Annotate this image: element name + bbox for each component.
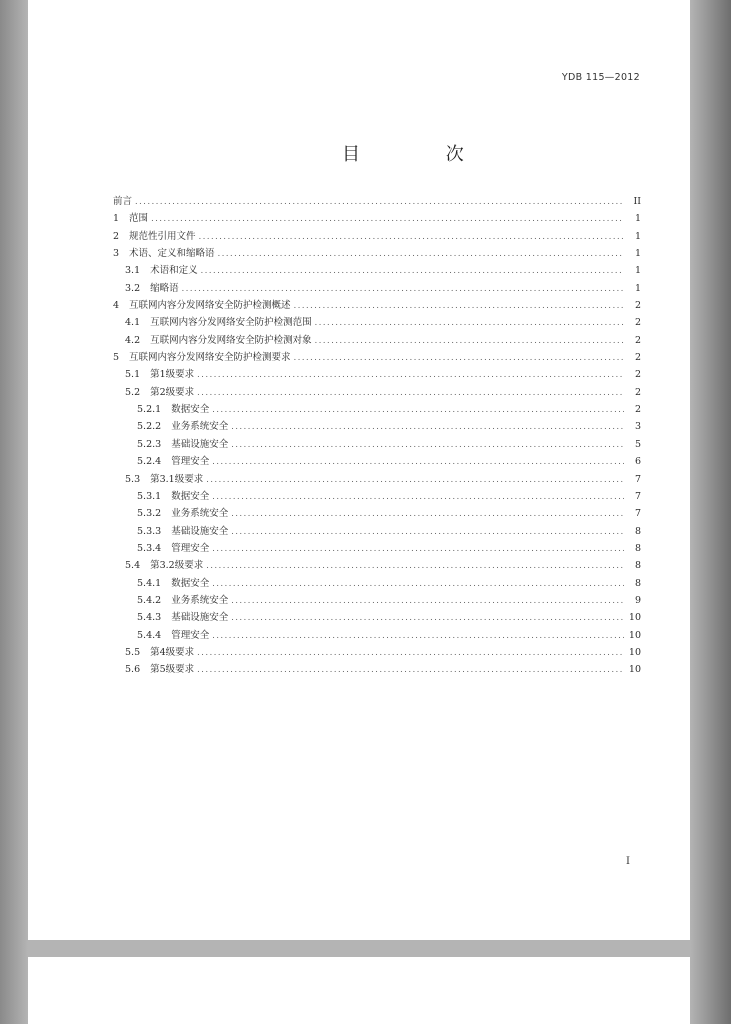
toc-entry-number: 5.1 bbox=[125, 369, 141, 381]
toc-entry-page: 2 bbox=[634, 404, 641, 416]
toc-entry-number: 5.3.2 bbox=[137, 508, 162, 520]
toc-dot-leader bbox=[197, 388, 624, 397]
toc-entry-number: 5.2.1 bbox=[137, 404, 162, 416]
toc-entry-number: 5 bbox=[113, 352, 120, 364]
toc-entry-page: 2 bbox=[634, 369, 641, 381]
toc-entry-number: 3 bbox=[113, 248, 120, 260]
toc-entry-title: 第4级要求 bbox=[150, 646, 195, 658]
toc-dot-leader bbox=[315, 336, 624, 345]
toc-entry-number: 2 bbox=[113, 230, 120, 242]
toc-entry-number: 5.4.4 bbox=[137, 629, 162, 641]
toc-entry-page: 5 bbox=[634, 438, 641, 450]
toc-entry[interactable] bbox=[113, 505, 641, 522]
toc-entry-page: 10 bbox=[628, 629, 641, 641]
toc-entry-title: 术语和定义 bbox=[150, 265, 198, 277]
table-of-contents bbox=[113, 193, 641, 679]
toc-entry[interactable] bbox=[113, 210, 641, 227]
toc-entry-number: 5.5 bbox=[125, 646, 141, 658]
toc-entry[interactable] bbox=[113, 627, 641, 644]
toc-entry-page: 2 bbox=[634, 386, 641, 398]
toc-entry-page: 2 bbox=[634, 317, 641, 329]
toc-entry-title: 第5级要求 bbox=[150, 664, 195, 676]
toc-entry-page: 7 bbox=[634, 490, 641, 502]
toc-entry-number: 5.4.3 bbox=[137, 612, 162, 624]
toc-entry[interactable] bbox=[113, 366, 641, 383]
toc-entry[interactable] bbox=[113, 609, 641, 626]
toc-entry-page: 2 bbox=[634, 334, 641, 346]
toc-entry-title: 范围 bbox=[129, 213, 149, 225]
toc-entry-page: 8 bbox=[634, 560, 641, 572]
toc-dot-leader bbox=[212, 492, 624, 501]
toc-dot-leader bbox=[231, 613, 624, 622]
toc-entry-title: 规范性引用文件 bbox=[129, 230, 196, 242]
toc-dot-leader bbox=[315, 318, 624, 327]
toc-entry-title: 术语、定义和缩略语 bbox=[129, 248, 215, 260]
toc-dot-leader bbox=[218, 249, 624, 258]
toc-entry-title: 管理安全 bbox=[171, 629, 210, 641]
toc-dot-leader bbox=[231, 596, 624, 605]
toc-entry-number: 4.1 bbox=[125, 317, 141, 329]
toc-dot-leader bbox=[294, 353, 624, 362]
toc-entry[interactable] bbox=[113, 401, 641, 418]
toc-entry[interactable] bbox=[113, 436, 641, 453]
toc-dot-leader bbox=[212, 405, 624, 414]
toc-dot-leader bbox=[182, 284, 624, 293]
toc-dot-leader bbox=[206, 561, 624, 570]
toc-entry-number: 5.2.2 bbox=[137, 421, 162, 433]
toc-entry-page: 1 bbox=[634, 248, 641, 260]
toc-entry-title: 互联网内容分发网络安全防护检测对象 bbox=[150, 334, 312, 346]
toc-entry-number: 5.2 bbox=[125, 386, 141, 398]
toc-entry[interactable] bbox=[113, 193, 641, 210]
toc-entry[interactable] bbox=[113, 644, 641, 661]
document-page bbox=[28, 0, 690, 940]
toc-entry-page: 10 bbox=[628, 664, 641, 676]
toc-entry-number: 5.2.4 bbox=[137, 456, 162, 468]
toc-entry-page: 1 bbox=[634, 265, 641, 277]
toc-title: 目 次 bbox=[342, 144, 504, 165]
toc-entry[interactable] bbox=[113, 661, 641, 678]
toc-entry-page: 7 bbox=[634, 473, 641, 485]
toc-entry-page: 1 bbox=[634, 213, 641, 225]
page-folio: I bbox=[626, 856, 630, 867]
toc-entry-number: 5.4 bbox=[125, 560, 141, 572]
document-code: YDB 115—2012 bbox=[561, 72, 640, 83]
toc-entry-title: 互联网内容分发网络安全防护检测要求 bbox=[129, 352, 291, 364]
toc-dot-leader bbox=[201, 266, 624, 275]
toc-entry-number: 4.2 bbox=[125, 334, 141, 346]
toc-entry[interactable] bbox=[113, 523, 641, 540]
toc-dot-leader bbox=[231, 509, 624, 518]
toc-entry[interactable] bbox=[113, 262, 641, 279]
toc-entry-page: 6 bbox=[634, 456, 641, 468]
toc-entry[interactable] bbox=[113, 557, 641, 574]
toc-dot-leader bbox=[231, 422, 624, 431]
toc-dot-leader bbox=[212, 544, 624, 553]
toc-entry-number: 5.3.3 bbox=[137, 525, 162, 537]
toc-entry-title: 基础设施安全 bbox=[171, 438, 229, 450]
toc-entry-number: 5.6 bbox=[125, 664, 141, 676]
toc-entry[interactable] bbox=[113, 418, 641, 435]
toc-entry-page: 1 bbox=[634, 282, 641, 294]
toc-dot-leader bbox=[212, 579, 624, 588]
toc-entry-number: 5.3 bbox=[125, 473, 141, 485]
toc-entry-title: 业务系统安全 bbox=[171, 508, 229, 520]
toc-entry-page: 9 bbox=[634, 594, 641, 606]
toc-entry-number: 5.4.1 bbox=[137, 577, 162, 589]
toc-entry-page: 10 bbox=[628, 646, 641, 658]
toc-entry-number: 1 bbox=[113, 213, 120, 225]
toc-dot-leader bbox=[135, 197, 624, 206]
toc-entry-title: 基础设施安全 bbox=[171, 612, 229, 624]
toc-dot-leader bbox=[197, 370, 624, 379]
toc-entry[interactable] bbox=[113, 540, 641, 557]
toc-entry-page: 10 bbox=[628, 612, 641, 624]
next-page bbox=[28, 957, 690, 1024]
toc-entry[interactable] bbox=[113, 488, 641, 505]
toc-entry-page: 8 bbox=[634, 577, 641, 589]
toc-entry-page: 2 bbox=[634, 352, 641, 364]
toc-entry-number: 5.2.3 bbox=[137, 438, 162, 450]
toc-entry-title: 管理安全 bbox=[171, 542, 210, 554]
toc-entry-title: 数据安全 bbox=[171, 404, 210, 416]
toc-dot-leader bbox=[199, 232, 624, 241]
toc-entry-title: 数据安全 bbox=[171, 490, 210, 502]
toc-dot-leader bbox=[206, 475, 624, 484]
toc-entry-page: II bbox=[633, 196, 641, 207]
toc-entry[interactable] bbox=[113, 332, 641, 349]
toc-dot-leader bbox=[294, 301, 624, 310]
toc-entry-title: 管理安全 bbox=[171, 456, 210, 468]
toc-entry[interactable] bbox=[113, 453, 641, 470]
toc-entry-number: 3.2 bbox=[125, 282, 141, 294]
toc-dot-leader bbox=[231, 527, 624, 536]
toc-entry[interactable] bbox=[113, 228, 641, 245]
toc-entry-number: 5.3.4 bbox=[137, 542, 162, 554]
toc-entry-page: 7 bbox=[634, 508, 641, 520]
toc-entry-number: 5.4.2 bbox=[137, 594, 162, 606]
toc-entry-title: 数据安全 bbox=[171, 577, 210, 589]
toc-entry-title: 第1级要求 bbox=[150, 369, 195, 381]
toc-dot-leader bbox=[231, 440, 624, 449]
toc-entry-number: 4 bbox=[113, 300, 120, 312]
toc-dot-leader bbox=[212, 631, 624, 640]
toc-entry[interactable] bbox=[113, 245, 641, 262]
toc-entry-page: 8 bbox=[634, 542, 641, 554]
toc-entry-number: 5.3.1 bbox=[137, 490, 162, 502]
toc-entry-title: 业务系统安全 bbox=[171, 421, 229, 433]
toc-dot-leader bbox=[197, 665, 624, 674]
toc-entry-title: 业务系统安全 bbox=[171, 594, 229, 606]
toc-entry[interactable] bbox=[113, 592, 641, 609]
toc-entry[interactable] bbox=[113, 349, 641, 366]
toc-entry-title: 互联网内容分发网络安全防护检测概述 bbox=[129, 300, 291, 312]
toc-entry-title: 前言 bbox=[113, 196, 133, 207]
toc-entry[interactable] bbox=[113, 314, 641, 331]
toc-entry[interactable] bbox=[113, 471, 641, 488]
toc-entry[interactable] bbox=[113, 384, 641, 401]
toc-entry-page: 2 bbox=[634, 300, 641, 312]
toc-dot-leader bbox=[197, 648, 624, 657]
toc-entry-page: 1 bbox=[634, 230, 641, 242]
toc-entry-title: 互联网内容分发网络安全防护检测范围 bbox=[150, 317, 312, 329]
toc-dot-leader bbox=[212, 457, 624, 466]
toc-entry-page: 8 bbox=[634, 525, 641, 537]
toc-entry-title: 缩略语 bbox=[150, 282, 179, 294]
toc-entry-title: 第3.1级要求 bbox=[150, 473, 204, 485]
toc-entry-title: 第2级要求 bbox=[150, 386, 195, 398]
toc-entry-number: 3.1 bbox=[125, 265, 141, 277]
toc-entry[interactable] bbox=[113, 280, 641, 297]
toc-dot-leader bbox=[151, 214, 624, 223]
toc-entry-title: 第3.2级要求 bbox=[150, 560, 204, 572]
toc-entry[interactable] bbox=[113, 297, 641, 314]
toc-entry[interactable] bbox=[113, 575, 641, 592]
toc-entry-page: 3 bbox=[634, 421, 641, 433]
toc-entry-title: 基础设施安全 bbox=[171, 525, 229, 537]
